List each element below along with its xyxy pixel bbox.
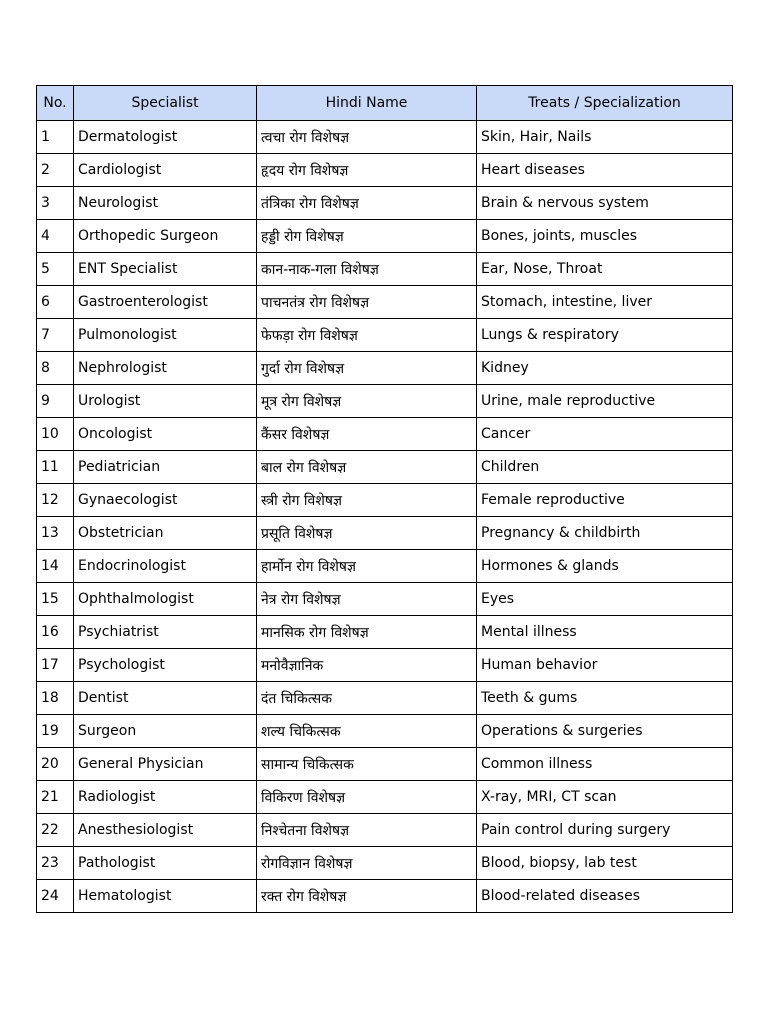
cell-no: 4 — [37, 220, 74, 253]
cell-treats: Eyes — [477, 583, 733, 616]
table-row — [37, 847, 733, 880]
cell-hindi-name: सामान्य चिकित्सक — [257, 748, 477, 781]
cell-no: 10 — [37, 418, 74, 451]
table-row — [37, 385, 733, 418]
cell-no: 16 — [37, 616, 74, 649]
cell-treats: Heart diseases — [477, 154, 733, 187]
cell-specialist: Orthopedic Surgeon — [74, 220, 257, 253]
cell-specialist: Hematologist — [74, 880, 257, 913]
cell-hindi-name: विकिरण विशेषज्ञ — [257, 781, 477, 814]
cell-no: 5 — [37, 253, 74, 286]
cell-specialist: Neurologist — [74, 187, 257, 220]
cell-specialist: General Physician — [74, 748, 257, 781]
cell-specialist: ENT Specialist — [74, 253, 257, 286]
header-row — [37, 86, 733, 121]
cell-treats: Lungs & respiratory — [477, 319, 733, 352]
cell-no: 2 — [37, 154, 74, 187]
cell-no: 17 — [37, 649, 74, 682]
table-row — [37, 220, 733, 253]
cell-specialist: Oncologist — [74, 418, 257, 451]
cell-hindi-name: फेफड़ा रोग विशेषज्ञ — [257, 319, 477, 352]
cell-no: 8 — [37, 352, 74, 385]
table-row — [37, 517, 733, 550]
cell-no: 11 — [37, 451, 74, 484]
cell-hindi-name: शल्य चिकित्सक — [257, 715, 477, 748]
cell-no: 12 — [37, 484, 74, 517]
cell-no: 24 — [37, 880, 74, 913]
cell-hindi-name: कैंसर विशेषज्ञ — [257, 418, 477, 451]
cell-treats: Blood, biopsy, lab test — [477, 847, 733, 880]
cell-no: 21 — [37, 781, 74, 814]
cell-hindi-name: मानसिक रोग विशेषज्ञ — [257, 616, 477, 649]
table-row — [37, 418, 733, 451]
cell-treats: Common illness — [477, 748, 733, 781]
cell-hindi-name: रोगविज्ञान विशेषज्ञ — [257, 847, 477, 880]
cell-treats: Urine, male reproductive — [477, 385, 733, 418]
cell-hindi-name: त्वचा रोग विशेषज्ञ — [257, 121, 477, 154]
cell-treats: Teeth & gums — [477, 682, 733, 715]
cell-treats: Pain control during surgery — [477, 814, 733, 847]
cell-hindi-name: स्त्री रोग विशेषज्ञ — [257, 484, 477, 517]
cell-treats: Mental illness — [477, 616, 733, 649]
cell-hindi-name: गुर्दा रोग विशेषज्ञ — [257, 352, 477, 385]
table-row — [37, 649, 733, 682]
cell-specialist: Ophthalmologist — [74, 583, 257, 616]
cell-specialist: Dermatologist — [74, 121, 257, 154]
cell-treats: Skin, Hair, Nails — [477, 121, 733, 154]
cell-no: 13 — [37, 517, 74, 550]
cell-no: 20 — [37, 748, 74, 781]
cell-hindi-name: मूत्र रोग विशेषज्ञ — [257, 385, 477, 418]
cell-hindi-name: हड्डी रोग विशेषज्ञ — [257, 220, 477, 253]
cell-no: 6 — [37, 286, 74, 319]
table-row — [37, 352, 733, 385]
cell-specialist: Psychiatrist — [74, 616, 257, 649]
cell-specialist: Urologist — [74, 385, 257, 418]
cell-treats: Bones, joints, muscles — [477, 220, 733, 253]
cell-specialist: Gastroenterologist — [74, 286, 257, 319]
header-specialist: Specialist — [74, 86, 257, 121]
cell-hindi-name: कान-नाक-गला विशेषज्ञ — [257, 253, 477, 286]
cell-no: 23 — [37, 847, 74, 880]
table-body — [37, 121, 733, 913]
cell-specialist: Nephrologist — [74, 352, 257, 385]
table-row — [37, 187, 733, 220]
cell-specialist: Surgeon — [74, 715, 257, 748]
table-row — [37, 715, 733, 748]
table-row — [37, 781, 733, 814]
specialists-table-container — [36, 85, 732, 913]
cell-treats: Cancer — [477, 418, 733, 451]
cell-specialist: Anesthesiologist — [74, 814, 257, 847]
cell-treats: Pregnancy & childbirth — [477, 517, 733, 550]
cell-hindi-name: बाल रोग विशेषज्ञ — [257, 451, 477, 484]
table-row — [37, 583, 733, 616]
cell-no: 15 — [37, 583, 74, 616]
cell-hindi-name: मनोवैज्ञानिक — [257, 649, 477, 682]
cell-treats: X-ray, MRI, CT scan — [477, 781, 733, 814]
cell-no: 3 — [37, 187, 74, 220]
cell-hindi-name: रक्त रोग विशेषज्ञ — [257, 880, 477, 913]
cell-treats: Human behavior — [477, 649, 733, 682]
table-row — [37, 121, 733, 154]
cell-hindi-name: हार्मोन रोग विशेषज्ञ — [257, 550, 477, 583]
table-row — [37, 484, 733, 517]
cell-specialist: Radiologist — [74, 781, 257, 814]
specialists-table — [36, 85, 733, 913]
cell-specialist: Pulmonologist — [74, 319, 257, 352]
table-row — [37, 154, 733, 187]
table-row — [37, 550, 733, 583]
cell-specialist: Pathologist — [74, 847, 257, 880]
table-row — [37, 616, 733, 649]
table-row — [37, 319, 733, 352]
cell-hindi-name: नेत्र रोग विशेषज्ञ — [257, 583, 477, 616]
cell-specialist: Pediatrician — [74, 451, 257, 484]
table-row — [37, 814, 733, 847]
cell-specialist: Endocrinologist — [74, 550, 257, 583]
cell-treats: Kidney — [477, 352, 733, 385]
cell-hindi-name: निश्चेतना विशेषज्ञ — [257, 814, 477, 847]
cell-hindi-name: पाचनतंत्र रोग विशेषज्ञ — [257, 286, 477, 319]
cell-specialist: Obstetrician — [74, 517, 257, 550]
cell-hindi-name: दंत चिकित्सक — [257, 682, 477, 715]
cell-hindi-name: हृदय रोग विशेषज्ञ — [257, 154, 477, 187]
cell-no: 14 — [37, 550, 74, 583]
table-row — [37, 253, 733, 286]
cell-specialist: Psychologist — [74, 649, 257, 682]
cell-treats: Operations & surgeries — [477, 715, 733, 748]
cell-hindi-name: प्रसूति विशेषज्ञ — [257, 517, 477, 550]
cell-treats: Ear, Nose, Throat — [477, 253, 733, 286]
cell-no: 18 — [37, 682, 74, 715]
cell-no: 1 — [37, 121, 74, 154]
cell-treats: Female reproductive — [477, 484, 733, 517]
cell-specialist: Cardiologist — [74, 154, 257, 187]
cell-no: 22 — [37, 814, 74, 847]
cell-treats: Stomach, intestine, liver — [477, 286, 733, 319]
cell-no: 9 — [37, 385, 74, 418]
cell-no: 7 — [37, 319, 74, 352]
header-hindi-name: Hindi Name — [257, 86, 477, 121]
cell-treats: Children — [477, 451, 733, 484]
table-header — [37, 86, 733, 121]
cell-treats: Brain & nervous system — [477, 187, 733, 220]
table-row — [37, 748, 733, 781]
cell-hindi-name: तंत्रिका रोग विशेषज्ञ — [257, 187, 477, 220]
table-row — [37, 880, 733, 913]
cell-specialist: Gynaecologist — [74, 484, 257, 517]
header-no: No. — [37, 86, 74, 121]
header-treats: Treats / Specialization — [477, 86, 733, 121]
cell-treats: Hormones & glands — [477, 550, 733, 583]
cell-treats: Blood-related diseases — [477, 880, 733, 913]
table-row — [37, 451, 733, 484]
table-row — [37, 286, 733, 319]
cell-no: 19 — [37, 715, 74, 748]
cell-specialist: Dentist — [74, 682, 257, 715]
table-row — [37, 682, 733, 715]
